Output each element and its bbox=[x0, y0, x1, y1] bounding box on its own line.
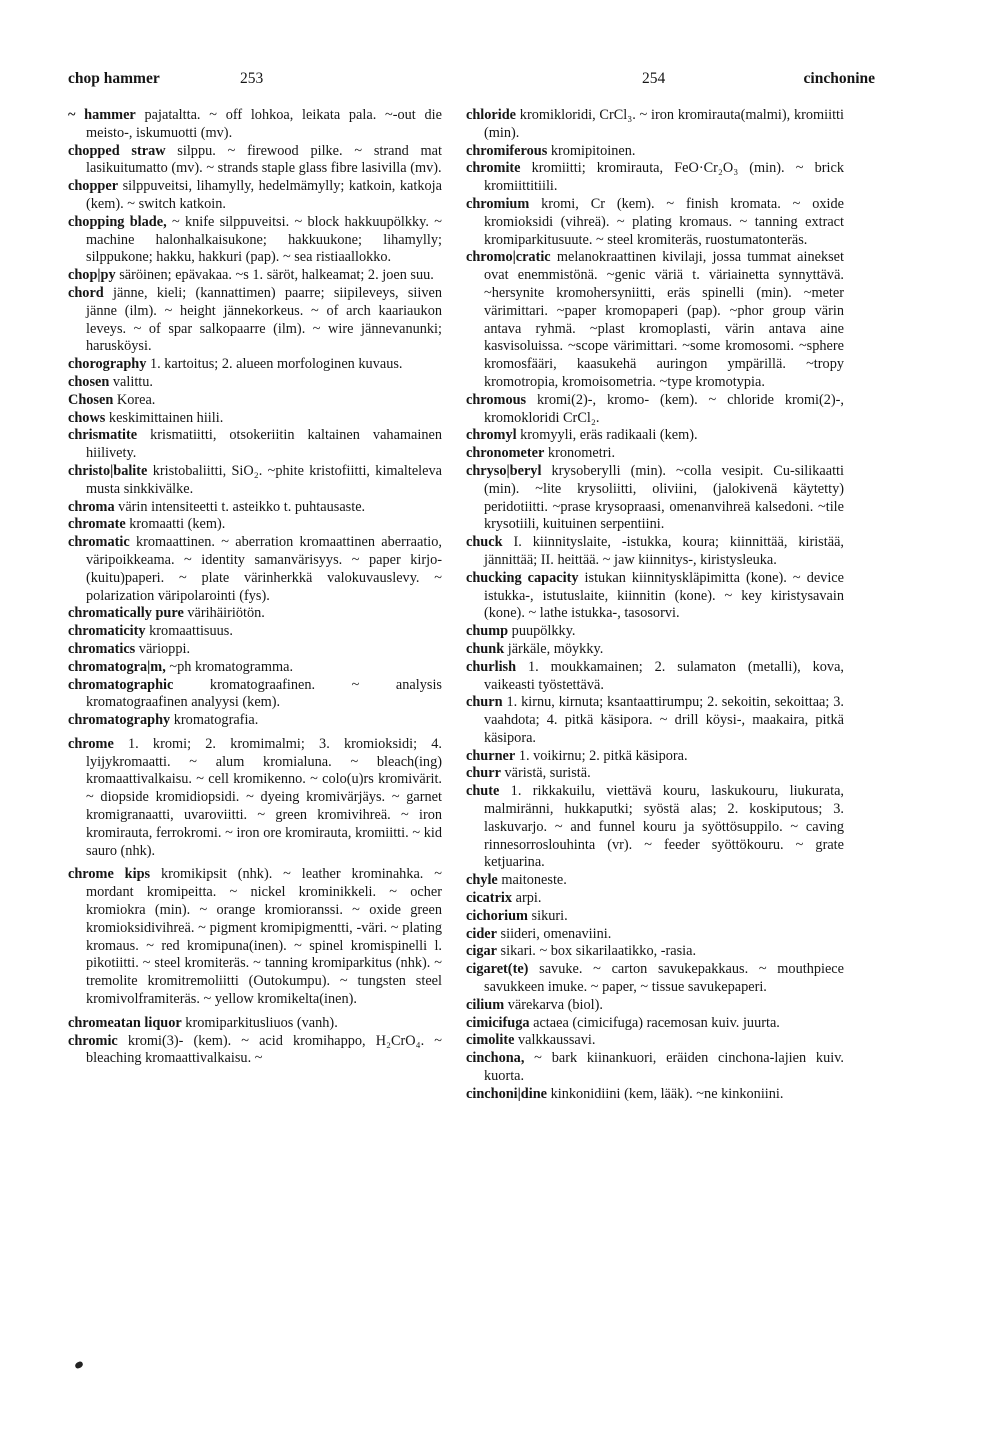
entry-definition: väristä, suristä. bbox=[500, 765, 591, 782]
running-header-left bbox=[68, 70, 473, 92]
dictionary-entry bbox=[466, 534, 844, 570]
entry-definition: actaea (cimicifuga) racemosan kuiv. juurta. bbox=[529, 1014, 780, 1031]
dictionary-entry bbox=[68, 178, 442, 214]
entry-definition: kromatograafinen. ~ analysis kromatograafinen analyysi (kem). bbox=[86, 676, 442, 711]
entry-headword: chows bbox=[68, 409, 106, 426]
entry-headword: chrismatite bbox=[68, 427, 138, 444]
entry-definition: kromi(3)- (kem). ~ acid kromihappo, H₂CrO₄. ~ bleaching kromaattivalkaisu. ~ bbox=[86, 1032, 442, 1067]
dictionary-entry bbox=[68, 641, 442, 659]
entry-headword: christo|balite bbox=[68, 462, 148, 479]
entry-definition: I. kiinnityslaite, -istukka, koura; kiinnittää, kiristää, jännittää; II. heittää. ~ jaw kiinnitys-, kiristysleuka. bbox=[484, 534, 844, 568]
entry-headword: chromite bbox=[466, 160, 521, 177]
dictionary-entry bbox=[68, 499, 442, 517]
dictionary-entry bbox=[466, 623, 844, 641]
entry-definition: värekarva (biol). bbox=[504, 996, 603, 1013]
entry-headword: churlish bbox=[466, 658, 517, 675]
entry-headword: chromous bbox=[466, 391, 527, 408]
entry-definition: kromipitoinen. bbox=[547, 142, 636, 159]
entry-definition: puupölkky. bbox=[508, 623, 576, 640]
dictionary-entry bbox=[68, 410, 442, 428]
entry-definition: sikuri. bbox=[527, 907, 568, 924]
dictionary-entry bbox=[466, 783, 844, 872]
entry-definition: siideri, omenaviini. bbox=[496, 925, 612, 942]
entry-headword: churr bbox=[466, 765, 501, 782]
entry-headword: chromium bbox=[466, 195, 530, 212]
dictionary-entry bbox=[466, 641, 844, 659]
entry-definition: jänne, kieli; (kannattimen) paarre; siipileveys, siiven jänne (ilm). ~ height jännekorkeus. ~ of arch kaariaukon leveys. ~ of spar salkopaarre (ilm). ~ wire jännevanunki; harusköysi. bbox=[86, 284, 442, 355]
entry-headword: chromaticity bbox=[68, 623, 146, 640]
entry-definition: 1. voikirnu; 2. pitkä käsipora. bbox=[515, 747, 688, 764]
dictionary-entry bbox=[466, 872, 844, 890]
entry-headword: chronometer bbox=[466, 445, 545, 462]
entry-headword: cider bbox=[466, 925, 497, 942]
running-header-right bbox=[470, 70, 875, 92]
entry-headword: chromatics bbox=[68, 640, 136, 657]
dictionary-entry bbox=[466, 765, 844, 783]
dictionary-entry bbox=[466, 943, 844, 961]
dictionary-entry bbox=[466, 908, 844, 926]
dictionary-entry bbox=[68, 374, 442, 392]
dictionary-entry bbox=[466, 249, 844, 391]
entry-definition: säröinen; epävakaa. ~s 1. säröt, halkeamat; 2. joen suu. bbox=[115, 267, 434, 284]
entry-definition: värihäiriötön. bbox=[183, 605, 265, 622]
entry-headword: chromatogra|m, bbox=[68, 658, 166, 675]
dictionary-entry bbox=[68, 107, 442, 143]
entry-definition: sikari. ~ box sikarilaatikko, -rasia. bbox=[496, 943, 697, 960]
entry-headword: chromatic bbox=[68, 534, 130, 551]
entry-headword: ~ hammer bbox=[68, 107, 136, 123]
entry-headword: chromatography bbox=[68, 712, 171, 729]
entry-headword: chrome bbox=[68, 735, 114, 752]
dictionary-entry bbox=[466, 659, 844, 695]
entry-definition: kronometri. bbox=[544, 445, 616, 462]
dictionary-entry bbox=[466, 748, 844, 766]
ink-blot bbox=[74, 1361, 84, 1370]
entry-headword: cinchoni|dine bbox=[466, 1085, 548, 1102]
dictionary-entry bbox=[68, 534, 442, 605]
dictionary-entry bbox=[68, 516, 442, 534]
entry-headword: cigaret(te) bbox=[466, 961, 529, 978]
guide-word: chop hammer bbox=[68, 70, 160, 87]
entry-headword: chromiferous bbox=[466, 142, 548, 159]
entry-headword: chromate bbox=[68, 516, 126, 533]
entry-definition: järkäle, möykky. bbox=[504, 640, 604, 657]
dictionary-entry bbox=[466, 463, 844, 534]
dictionary-entry bbox=[68, 1015, 442, 1033]
entry-definition: ~ bark kiinankuori, eräiden cinchona-lajien kuiv. kuorta. bbox=[484, 1050, 844, 1085]
dictionary-entry bbox=[68, 736, 442, 861]
entry-headword: Chosen bbox=[68, 391, 114, 408]
entry-definition: kromaattinen. ~ aberration kromaattinen aberraatio, väripoikkeama. ~ identity samanvärisyys. ~ paper kirjo-(kuitu)paperi. ~ plate värinherkkä valokuvauslevy. ~ polarization väripolarointi (fys). bbox=[86, 534, 442, 604]
entry-definition: 1. kartoitus; 2. alueen morfologinen kuvaus. bbox=[146, 356, 403, 373]
dictionary-entry bbox=[68, 623, 442, 641]
entry-headword: chromo|cratic bbox=[466, 249, 551, 266]
dictionary-entry bbox=[68, 392, 442, 410]
entry-headword: chopper bbox=[68, 178, 119, 195]
dictionary-entry bbox=[466, 143, 844, 161]
entry-headword: cinchona, bbox=[466, 1050, 525, 1067]
dictionary-entry bbox=[68, 214, 442, 267]
entry-headword: chunk bbox=[466, 640, 505, 657]
dictionary-entry bbox=[68, 712, 442, 730]
entry-definition: maitoneste. bbox=[497, 872, 567, 889]
entry-headword: chosen bbox=[68, 373, 110, 390]
page-number: 254 bbox=[642, 70, 666, 87]
entry-headword: chromic bbox=[68, 1032, 118, 1049]
entry-definition: 1. kromi; 2. kromimalmi; 3. kromioksidi; 4. lyijykromaatti. ~ alum kromialuna. ~ bleach(ing) kromaattivalkaisu. ~ cell kromikenno. ~ colo(u)rs kromivärit. ~ diopside kromidiopsidi. ~ dyeing kromivärjäys. ~ garnet kromigranaatti, uvaroviitti. ~ green kromivihreä. ~ iron kromirauta, ferrokromi. ~ iron ore kromirauta, kromiitti. ~ kid sauro (nhk). bbox=[86, 735, 442, 859]
dictionary-entry bbox=[68, 463, 442, 499]
entry-definition: keskimittainen hiili. bbox=[105, 409, 224, 426]
entry-headword: churn bbox=[466, 694, 503, 711]
dictionary-entry bbox=[466, 570, 844, 623]
dictionary-entry bbox=[466, 196, 844, 249]
entry-headword: chroma bbox=[68, 498, 115, 515]
dictionary-entry bbox=[466, 392, 844, 428]
dictionary-entry bbox=[68, 659, 442, 677]
entry-headword: chopped straw bbox=[68, 142, 166, 159]
entry-definition: ~ph kromatogramma. bbox=[165, 658, 294, 675]
entry-headword: cilium bbox=[466, 996, 505, 1013]
entry-headword: chuck bbox=[466, 534, 503, 551]
dictionary-entry bbox=[68, 267, 442, 285]
entry-definition: krysoberylli (min). ~colla vesipit. Cu-silikaatti (min). ~lite krysoliitti, oliviini, (jalokivenä käytetty) peridotiitti. ~prase krysopraasi, omenanvihreä kalsedoni. ~tile krysotiili, kuituinen serpentiini. bbox=[484, 462, 844, 533]
entry-definition: kristobaliitti, SiO₂. ~phite kristofiitti, kimalteleva musta sinkkivälke. bbox=[86, 462, 442, 497]
entry-definition: kromyyli, eräs radikaali (kem). bbox=[516, 427, 698, 444]
dictionary-entry bbox=[68, 605, 442, 623]
dictionary-entry bbox=[466, 1086, 844, 1104]
entry-headword: chromatographic bbox=[68, 676, 174, 693]
entry-definition: arpi. bbox=[512, 890, 542, 907]
entry-definition: kinkonidiini (kem, lääk). ~ne kinkoniini. bbox=[547, 1085, 784, 1102]
dictionary-entry bbox=[466, 107, 844, 143]
left-column bbox=[68, 107, 442, 1068]
entry-definition: valkkaussavi. bbox=[514, 1032, 596, 1049]
entry-headword: chromatically pure bbox=[68, 605, 184, 622]
entry-headword: cimicifuga bbox=[466, 1014, 530, 1031]
dictionary-entry bbox=[466, 445, 844, 463]
entry-definition: kromi(2)-, kromo- (kem). ~ chloride kromi(2)-, kromokloridi CrCl₂. bbox=[484, 391, 844, 426]
dictionary-entry bbox=[466, 997, 844, 1015]
dictionary-entry bbox=[466, 1050, 844, 1086]
entry-definition: savuke. ~ carton savukepakkaus. ~ mouthpiece savukkeen imuke. ~ paper, ~ tissue savukepaperi. bbox=[484, 961, 844, 996]
entry-definition: kromiitti; kromirauta, FeO·Cr₂O₃ (min). ~ brick kromiittitiili. bbox=[484, 160, 844, 195]
entry-definition: Korea. bbox=[113, 391, 156, 408]
entry-definition: kromaattisuus. bbox=[145, 623, 233, 640]
entry-headword: chryso|beryl bbox=[466, 462, 542, 479]
entry-definition: istukan kiinnityskläpimitta (kone). ~ device istukka-, istutuslaite, kiinnitin (kone). ~ key kiristysavain (kone). ~ lathe istukka-, tasosorvi. bbox=[484, 569, 844, 622]
entry-definition: kromiparkitusliuos (vanh). bbox=[181, 1014, 338, 1031]
entry-definition: värioppi. bbox=[135, 640, 191, 657]
entry-definition: 1. kirnu, kirnuta; ksantaattirumpu; 2. sekoitin, sekoittaa; 3. vaahdota; 4. pitkä käsipora. ~ drill köysi-, maakaira, pitkä käsipora. bbox=[484, 694, 844, 746]
guide-word: cinchonine bbox=[803, 70, 875, 87]
entry-headword: chute bbox=[466, 783, 500, 800]
dictionary-entry bbox=[466, 890, 844, 908]
entry-definition: silppu. ~ firewood pilke. ~ strand mat lasikuitumatto (mv). ~ strands staple glass fibre lasivilla (mv). bbox=[86, 142, 442, 177]
dictionary-entry bbox=[466, 1032, 844, 1050]
entry-headword: chop|py bbox=[68, 267, 116, 284]
dictionary-entry bbox=[466, 1015, 844, 1033]
entry-headword: chucking capacity bbox=[466, 569, 579, 586]
entry-definition: kromaatti (kem). bbox=[125, 516, 226, 533]
entry-definition: krismatiitti, otsokeriitin kaltainen vahamainen hiilivety. bbox=[86, 427, 442, 462]
entry-definition: 1. rikkakuilu, viettävä kouru, laskukouru, liukurata, malmiränni, hukkaputki; syöstä alas; 2. koskiputous; 3. laskuvarjo. ~ and funnel kouru ja syöttösuppilo. ~ caving rinnesorroslouhinta (vr). ~ feeder syöttökouru. ~ grate ketjuarina. bbox=[484, 783, 844, 871]
entry-definition: kromi, Cr (kem). ~ finish kromata. ~ oxide kromioksidi (vihreä). ~ plating kromaus. ~ tanning extract kromiparkitusuute. ~ steel kromiteräs, ruostumatonteräs. bbox=[484, 195, 844, 248]
entry-headword: chord bbox=[68, 284, 104, 301]
dictionary-entry bbox=[466, 926, 844, 944]
entry-definition: kromatografia. bbox=[170, 712, 259, 729]
entry-definition: pajataltta. ~ off lohkoa, leikata pala. ~-out die meisto-, iskumuotti (mv). bbox=[86, 107, 442, 141]
dictionary-entry bbox=[466, 694, 844, 747]
entry-headword: churner bbox=[466, 747, 516, 764]
dictionary-entry bbox=[466, 160, 844, 196]
dictionary-entry bbox=[68, 285, 442, 356]
right-column bbox=[466, 107, 844, 1104]
dictionary-entry bbox=[68, 866, 442, 1008]
entry-definition: kromikipsit (nhk). ~ leather krominahka. ~ mordant kromipeitta. ~ nickel krominikkeli. ~ ocher kromiokra (min). ~ orange kromioranssi. ~ oxide green kromioksidivihreä. ~ pigment kromipigmentti, -väri. ~ plating kromaus. ~ red kromipuna(inen). ~ spinel kromispinelli l. pikotiitti. ~ steel kromiteräs. ~ tanning kromiparkitus (nhk). ~ tremolite kromitremoliitti (Outokumpu). ~ tungsten steel kromivolframiteräs. ~ yellow kromikelta(inen). bbox=[86, 866, 442, 1008]
entry-headword: chump bbox=[466, 623, 509, 640]
dictionary-entry bbox=[466, 427, 844, 445]
page-number: 253 bbox=[240, 70, 264, 87]
entry-headword: chyle bbox=[466, 872, 498, 889]
entry-definition: kromikloridi, CrCl₃. ~ iron kromirauta(malmi), kromiitti (min). bbox=[484, 107, 844, 141]
entry-headword: chloride bbox=[466, 107, 517, 123]
entry-headword: chorography bbox=[68, 356, 147, 373]
entry-definition: valittu. bbox=[109, 373, 153, 390]
dictionary-entry bbox=[68, 356, 442, 374]
entry-definition: silppuveitsi, lihamylly, hedelmämylly; katkoin, katkoja (kem). ~ switch katkoin. bbox=[86, 178, 442, 212]
entry-headword: cigar bbox=[466, 943, 497, 960]
entry-definition: 1. moukkamainen; 2. sulamaton (metalli), kova, vaikeasti työstettävä. bbox=[484, 658, 844, 693]
entry-headword: chopping blade, bbox=[68, 213, 167, 230]
entry-definition: ~ knife silppuveitsi. ~ block hakkuupölkky. ~ machine halonhalkaisukone; hakkuukone; lihamylly; silppukone; hakku, hakkuri (pap). ~ sea ristiaallokko. bbox=[86, 213, 442, 266]
entry-headword: chromeatan liquor bbox=[68, 1014, 182, 1031]
entry-headword: cimolite bbox=[466, 1032, 515, 1049]
dictionary-entry bbox=[68, 1033, 442, 1069]
dictionary-entry bbox=[68, 143, 442, 179]
entry-headword: cicatrix bbox=[466, 890, 513, 907]
entry-headword: chrome kips bbox=[68, 866, 151, 883]
entry-headword: chromyl bbox=[466, 427, 517, 444]
dictionary-entry bbox=[68, 677, 442, 713]
entry-definition: värin intensiteetti t. asteikko t. puhtausaste. bbox=[114, 498, 366, 515]
dictionary-entry bbox=[68, 427, 442, 463]
dictionary-entry bbox=[466, 961, 844, 997]
entry-definition: melanokraattinen kivilaji, jossa tummat ainekset ovat enemmistönä. ~genic väriä t. väriainetta synnyttävä. ~hersynite kromohersyniitti, eräs spinelli (min). ~meter värimittari. ~paper kromopaperi (pap). ~phor group värin antava ryhmä. ~plast kromoplasti, värin antava aine kasvisoluissa. ~scope värimittari. ~some kromosomi. ~sphere kromosfääri, kaasukehä auringon ympärillä. ~tropy kromotropia, kromoisometria. ~type kromotypia. bbox=[484, 249, 844, 390]
entry-headword: cichorium bbox=[466, 907, 528, 924]
